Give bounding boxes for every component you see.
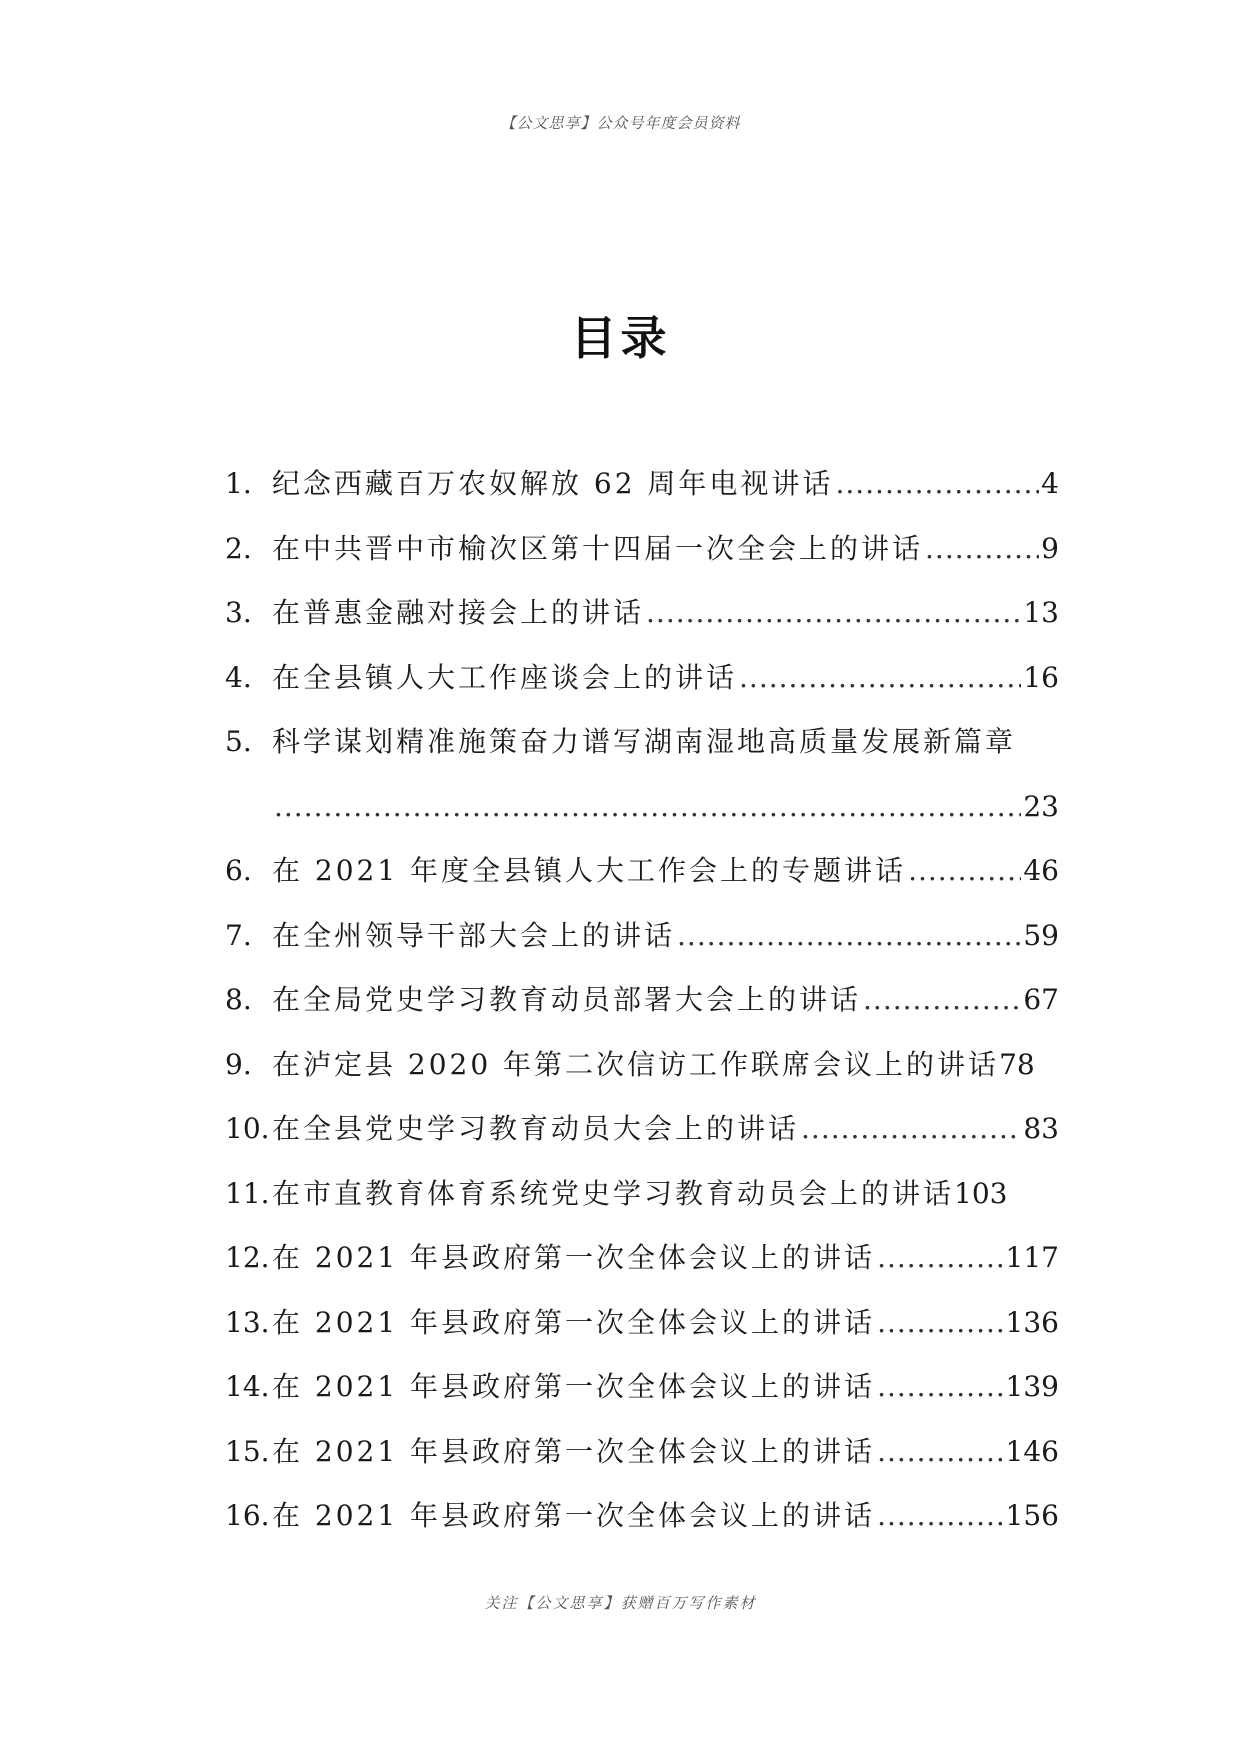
toc-entry-page: 103 <box>954 1176 1008 1210</box>
toc-entry-3[interactable] <box>225 581 1059 646</box>
toc-entry-14[interactable] <box>225 1355 1059 1420</box>
toc-leader-dots <box>877 1355 1003 1420</box>
toc-entry-number: 7. <box>225 918 252 952</box>
toc-entry-page: 46 <box>1023 854 1059 887</box>
toc-entry-page: 156 <box>1005 1499 1059 1532</box>
toc-entry-title: 在全局党史学习教育动员部署大会上的讲话 <box>272 983 862 1016</box>
toc-entry-page: 117 <box>1005 1241 1059 1274</box>
toc-entry-page: 23 <box>1023 789 1059 823</box>
toc-leader-dots <box>908 839 1021 904</box>
toc-leader-dots <box>877 1226 1003 1291</box>
toc-entry-10[interactable] <box>225 1097 1059 1162</box>
toc-entry-number: 8. <box>225 983 252 1016</box>
toc-leader-dots <box>877 1420 1003 1485</box>
toc-entry-9[interactable] <box>225 1033 1059 1098</box>
toc-entry-title: 在普惠金融对接会上的讲话 <box>272 596 645 629</box>
toc-entry-title: 在市直教育体育系统党史学习教育动员会上的讲话 <box>272 1176 955 1210</box>
toc-leader-dots <box>863 968 1021 1033</box>
toc-leader-dots <box>677 904 1021 969</box>
toc-entry-number: 5. <box>225 725 252 758</box>
toc-entry-page: 83 <box>1023 1112 1059 1145</box>
toc-entry-title: 在 2021 年县政府第一次全体会议上的讲话 <box>272 1434 876 1468</box>
toc-entry-title: 在泸定县 2020 年第二次信访工作联席会议上的讲话 <box>272 1047 1000 1081</box>
toc-entry-number: 16. <box>225 1499 270 1532</box>
toc-entry-title: 在 2021 年县政府第一次全体会议上的讲话 <box>272 1305 876 1339</box>
toc-entry-number: 15. <box>225 1434 270 1468</box>
header-note: 【公文思享】公众号年度会员资料 <box>500 114 741 132</box>
toc-entry-number: 13. <box>225 1305 270 1339</box>
toc-entry-16[interactable] <box>225 1484 1059 1549</box>
toc-entry-title: 在全州领导干部大会上的讲话 <box>272 918 676 952</box>
toc-leader-dots <box>739 646 1021 711</box>
toc-entry-number: 9. <box>225 1047 252 1081</box>
toc-leader-dots <box>646 581 1021 646</box>
toc-entry-page: 139 <box>1005 1370 1059 1403</box>
toc-leader-dots <box>925 517 1039 582</box>
toc-entry-title: 在中共晋中市榆次区第十四届一次全会上的讲话 <box>272 531 924 565</box>
toc-leader-dots <box>801 1097 1021 1162</box>
toc-leader-dots <box>877 1291 1003 1356</box>
toc-entry-number: 2. <box>225 531 252 565</box>
toc-entry-4[interactable] <box>225 646 1059 711</box>
toc-entry-page: 78 <box>999 1047 1035 1081</box>
toc-entry-8[interactable] <box>225 968 1059 1033</box>
toc-entry-page: 136 <box>1005 1305 1059 1339</box>
toc-entry-page: 16 <box>1023 660 1059 694</box>
toc-entry-number: 4. <box>225 660 252 694</box>
toc-entry-number: 6. <box>225 854 252 887</box>
toc-entry-15[interactable] <box>225 1420 1059 1485</box>
toc-entry-12[interactable] <box>225 1226 1059 1291</box>
toc-entry-title: 纪念西藏百万农奴解放 62 周年电视讲话 <box>272 467 834 500</box>
toc-entry-page: 9 <box>1041 531 1059 565</box>
toc-entry-number: 12. <box>225 1241 270 1274</box>
toc-entry-title: 在 2021 年县政府第一次全体会议上的讲话 <box>272 1370 876 1403</box>
toc-entry-page: 67 <box>1023 983 1059 1016</box>
toc-entry-page: 13 <box>1023 596 1059 629</box>
toc-entry-7[interactable] <box>225 904 1059 969</box>
toc-entry-title: 在 2021 年度全县镇人大工作会上的专题讲话 <box>272 854 907 887</box>
toc-entry-page: 4 <box>1041 467 1059 500</box>
toc-entry-title: 在全县党史学习教育动员大会上的讲话 <box>272 1112 800 1145</box>
toc-entry-1[interactable] <box>225 452 1059 517</box>
toc-entry-number: 10. <box>225 1112 270 1145</box>
toc-entry-title: 在 2021 年县政府第一次全体会议上的讲话 <box>272 1241 876 1274</box>
table-of-contents <box>225 452 1059 1549</box>
toc-entry-number: 11. <box>225 1176 270 1210</box>
toc-entry-6[interactable] <box>225 839 1059 904</box>
toc-entry-title: 在 2021 年县政府第一次全体会议上的讲话 <box>272 1499 876 1532</box>
toc-entry-13[interactable] <box>225 1291 1059 1356</box>
toc-leader-dots <box>274 775 1021 840</box>
toc-leader-dots <box>877 1484 1003 1549</box>
toc-entry-2[interactable] <box>225 517 1059 582</box>
toc-entry-number: 14. <box>225 1370 270 1403</box>
footer-note: 关注【公文思享】获赠百万写作素材 <box>484 1594 757 1612</box>
toc-entry-11[interactable] <box>225 1162 1059 1227</box>
toc-entry-number: 1. <box>225 467 252 500</box>
toc-leader-dots <box>835 452 1039 517</box>
toc-entry-title: 科学谋划精准施策奋力谱写湖南湿地高质量发展新篇章 <box>272 725 1017 758</box>
toc-entry-page: 59 <box>1023 918 1059 952</box>
toc-entry-5[interactable] <box>225 710 1059 839</box>
toc-entry-title: 在全县镇人大工作座谈会上的讲话 <box>272 660 738 694</box>
page-title: 目录 <box>570 311 671 365</box>
toc-entry-number: 3. <box>225 596 252 629</box>
toc-entry-page: 146 <box>1005 1434 1059 1468</box>
